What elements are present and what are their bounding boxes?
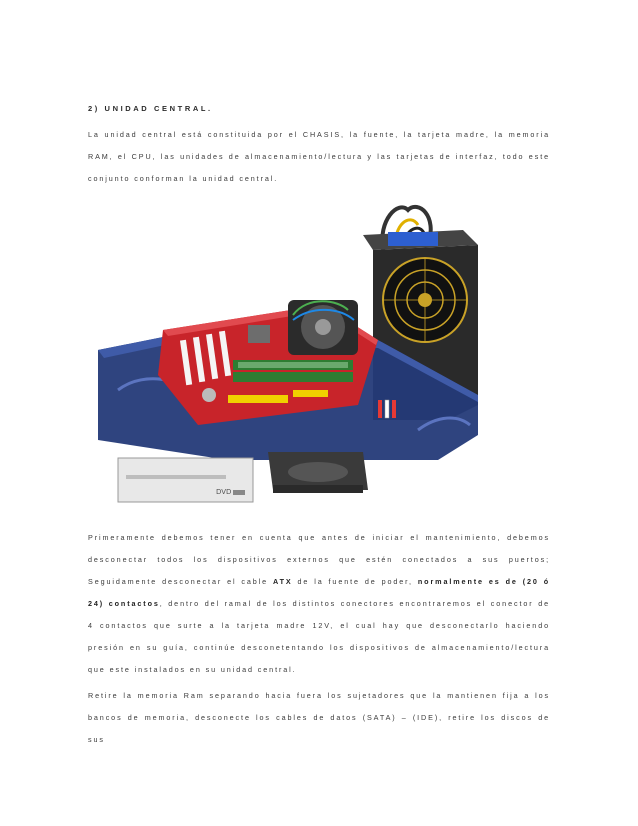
text-span: , dentro del ramal de los distintos conectores encontraremos el conector de xyxy=(159,599,550,608)
text-line: Primeramente debemos tener en cuenta que antes de iniciar el mantenimiento, debemos xyxy=(88,533,550,542)
text-span: Seguidamente desconectar el cable xyxy=(88,577,274,586)
text-line xyxy=(88,593,550,615)
text-line: conjunto conforman la unidad central. xyxy=(88,174,279,183)
text-span: de la fuente de poder, xyxy=(292,577,418,586)
text-line xyxy=(88,571,550,593)
text-line: presión en su guía, continúe desconetentando los dispositivos de almacenamiento/lectura xyxy=(88,643,550,652)
dvd-label: DVD xyxy=(216,488,232,496)
text-line: desconectar todos los dispositivos externos que estén conectados a sus puertos; xyxy=(88,555,550,564)
text-line: RAM, el CPU, las unidades de almacenamiento/lectura y las tarjetas de interfaz, todo este xyxy=(88,152,550,161)
text-line: La unidad central está constituida por el CHASIS, la fuente, la tarjeta madre, la memoria xyxy=(88,130,550,139)
text-line: 4 contactos que surte a la tarjeta madre 12V, el cual hay que desconectarlo haciendo xyxy=(88,621,550,630)
paragraph-intro xyxy=(88,124,550,190)
section-heading: 2) UNIDAD CENTRAL. xyxy=(88,104,213,113)
computer-chassis-photo xyxy=(78,190,528,510)
text-line: bancos de memoria, desconecte los cables de datos (SATA) – (IDE), retire los discos de sus xyxy=(88,713,550,744)
text-line: que este instalados en su unidad central. xyxy=(88,665,297,674)
paragraph-procedure xyxy=(88,527,550,681)
bold-contacts-count: 24) contactos xyxy=(88,599,160,608)
bold-atx: ATX xyxy=(273,577,293,586)
bold-contacts: normalmente es de (20 ó xyxy=(417,577,551,586)
text-line: Retire la memoria Ram separando hacia fuera los sujetadores que la mantienen fija a los xyxy=(88,691,550,700)
paragraph-ram-removal xyxy=(88,685,550,744)
